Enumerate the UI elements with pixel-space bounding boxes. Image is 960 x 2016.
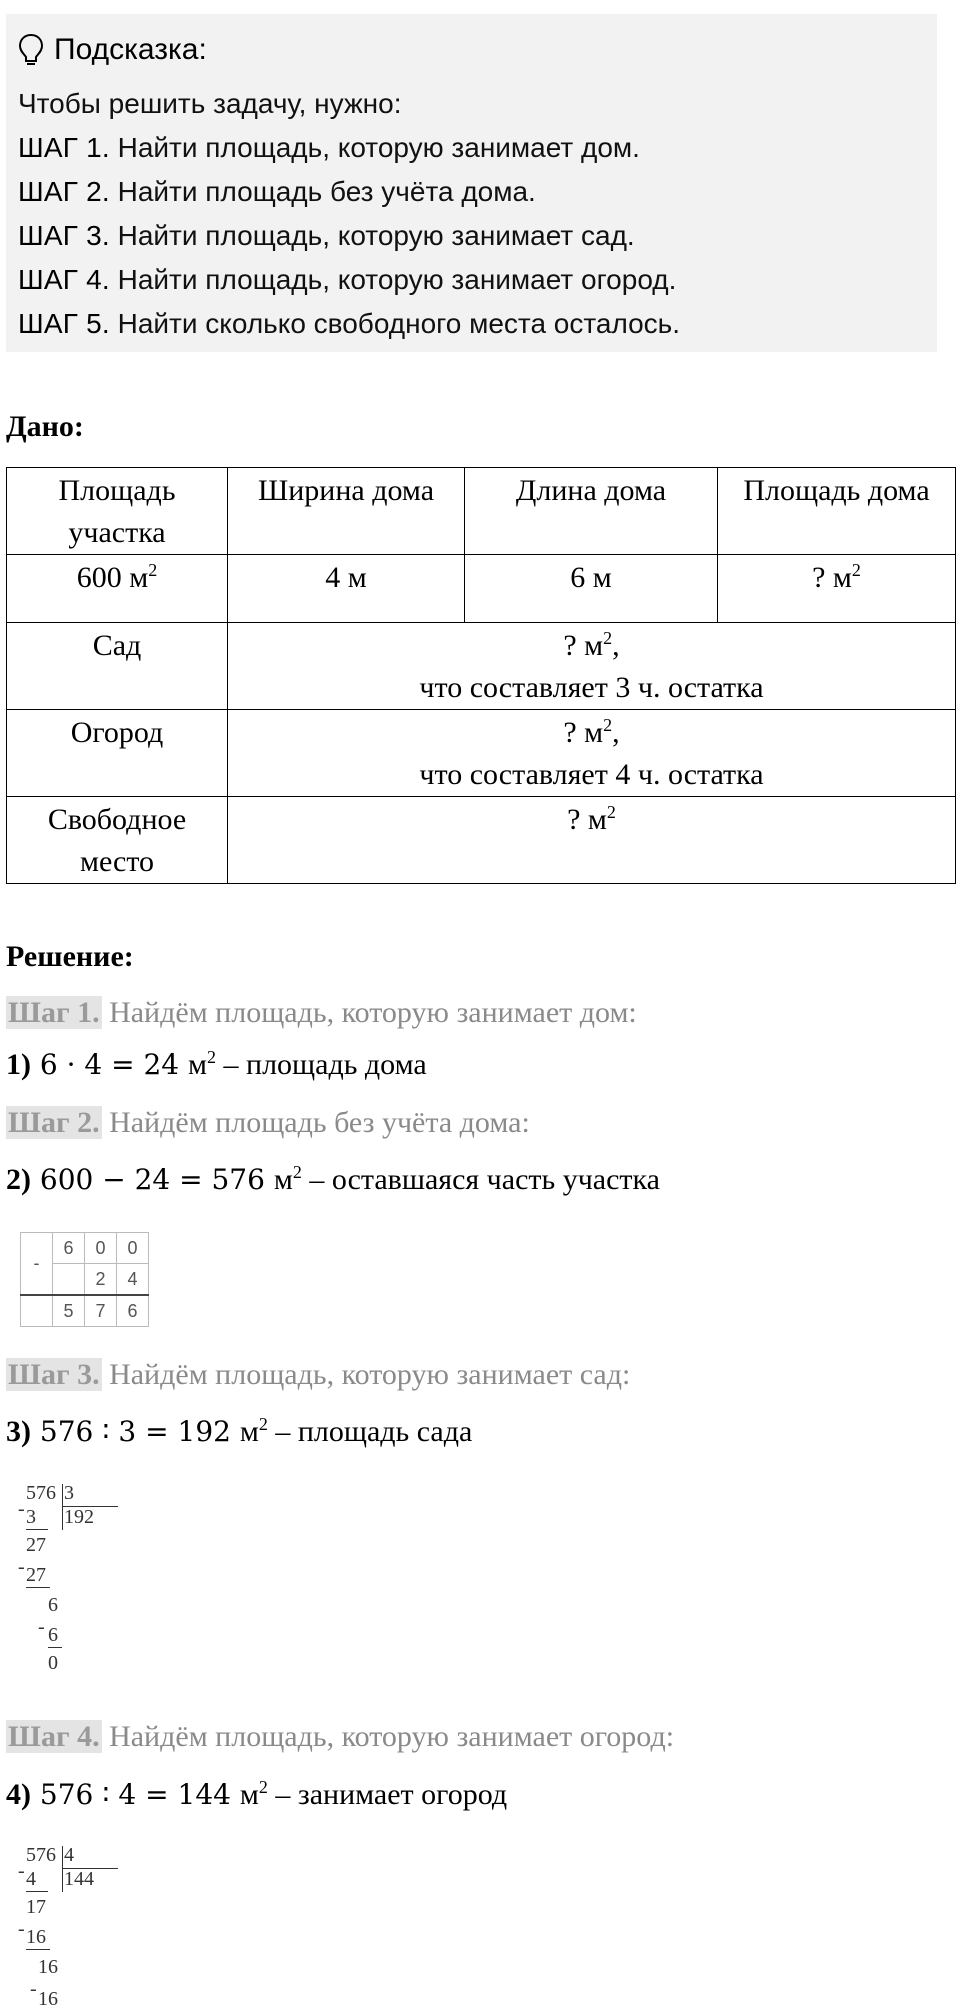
minus-sign: - <box>18 1918 25 1940</box>
value-house-area: ? $м^2$ <box>718 555 956 623</box>
hint-header <box>18 22 925 78</box>
division-vertical-line <box>62 1484 63 1530</box>
given-table <box>6 467 956 884</box>
header-house-width: Ширина дома <box>228 468 465 555</box>
hint-step-text: Найти площадь, которую занимает дом. <box>109 132 640 163</box>
solution-step-1: Шаг 1. Найдём площадь, которую занимает дом: <box>8 996 637 1029</box>
equation-2: 2) 600 − 24 = 576 $м^2$ – оставшаяся часть участка <box>6 1162 660 1196</box>
digit: 6 <box>117 1295 149 1327</box>
digit: 7 <box>85 1295 117 1327</box>
hint-step-label: ШАГ 5. <box>18 308 110 339</box>
equation-1: 1) 6 · 4 = 24 $м^2$ – площадь дома <box>6 1047 427 1081</box>
minus-sign: - <box>18 1860 25 1882</box>
solution-step-2: Шаг 2. Найдём площадь без учёта дома: <box>8 1106 530 1139</box>
subtrahend: 16 <box>26 1926 50 1950</box>
lightbulb-icon <box>18 33 44 67</box>
hint-step-label: ШАГ 3. <box>18 220 110 251</box>
header-house-area: Площадь дома <box>718 468 956 555</box>
header-plot-area: Площадь участка <box>7 468 228 555</box>
dividend: 576 <box>26 1844 56 1866</box>
subtrahend: 3 <box>26 1506 48 1530</box>
hint-step-label: ШАГ 2. <box>18 176 110 207</box>
minus-sign: - <box>38 1616 45 1638</box>
value-plot-area: 600 $м^2$ <box>7 555 228 623</box>
digit: 0 <box>85 1233 117 1264</box>
free-value: ? $м^2$ <box>228 797 956 884</box>
division-vertical-line <box>62 1846 63 1892</box>
solution-step-3: Шаг 3. Найдём площадь, которую занимает сад: <box>8 1358 631 1391</box>
garden-value: ? $м^2$, что составляет 3 ч. остатка <box>228 623 956 710</box>
hint-step <box>18 258 925 302</box>
hint-box <box>6 14 937 352</box>
divisor: 3 <box>64 1482 74 1504</box>
quotient: 192 <box>64 1506 94 1528</box>
remainder: 16 <box>38 1956 58 1978</box>
value-house-length: 6 м <box>465 555 718 623</box>
subtraction-grid <box>20 1232 149 1327</box>
hint-step-text: Найти площадь без учёта дома. <box>109 176 536 207</box>
digit: 0 <box>117 1233 149 1264</box>
value-house-width: 4 м <box>228 555 465 623</box>
digit <box>21 1295 53 1327</box>
minus-sign: - <box>21 1233 53 1296</box>
remainder: 27 <box>26 1534 46 1556</box>
solution-title: Решение: <box>6 940 134 973</box>
vegetable-value: ? $м^2$, что составляет 4 ч. остатка <box>228 710 956 797</box>
dividend: 576 <box>26 1482 56 1504</box>
free-label: Свободное место <box>7 797 228 884</box>
hint-step <box>18 126 925 170</box>
digit: 5 <box>53 1295 85 1327</box>
hint-intro: Чтобы решить задачу, нужно: <box>18 88 402 119</box>
remainder: 0 <box>48 1652 58 1674</box>
hint-step-text: Найти площадь, которую занимает огород. <box>109 264 677 295</box>
minus-sign: - <box>18 1556 25 1578</box>
remainder: 17 <box>26 1896 46 1918</box>
digit: 2 <box>85 1264 117 1296</box>
quotient: 144 <box>64 1868 94 1890</box>
subtrahend: 16 <box>38 1988 58 2010</box>
given-title: Дано: <box>6 410 84 443</box>
hint-step-label: ШАГ 1. <box>18 132 110 163</box>
hint-step-label: ШАГ 4. <box>18 264 110 295</box>
hint-step <box>18 170 925 214</box>
hint-step <box>18 302 925 346</box>
subtrahend: 4 <box>26 1868 48 1892</box>
header-house-length: Длина дома <box>465 468 718 555</box>
remainder: 6 <box>48 1594 58 1616</box>
digit: 6 <box>53 1233 85 1264</box>
hint-step-text: Найти сколько свободного места осталось. <box>109 308 681 339</box>
vegetable-label: Огород <box>7 710 228 797</box>
subtrahend: 6 <box>48 1624 62 1648</box>
digit: 4 <box>117 1264 149 1296</box>
hint-title: Подсказка: <box>54 33 207 66</box>
digit <box>53 1264 85 1296</box>
equation-4: 4) 576 ∶ 4 = 144 $м^2$ – занимает огород <box>6 1777 508 1811</box>
hint-step <box>18 214 925 258</box>
hint-step-text: Найти площадь, которую занимает сад. <box>109 220 635 251</box>
garden-label: Сад <box>7 623 228 710</box>
divisor: 4 <box>64 1844 74 1866</box>
subtrahend: 27 <box>26 1564 50 1588</box>
solution-step-4: Шаг 4. Найдём площадь, которую занимает огород: <box>8 1720 675 1753</box>
equation-3: 3) 576 ∶ 3 = 192 $м^2$ – площадь сада <box>6 1414 473 1448</box>
minus-sign: - <box>18 1498 25 1520</box>
minus-sign: - <box>30 1978 37 2000</box>
